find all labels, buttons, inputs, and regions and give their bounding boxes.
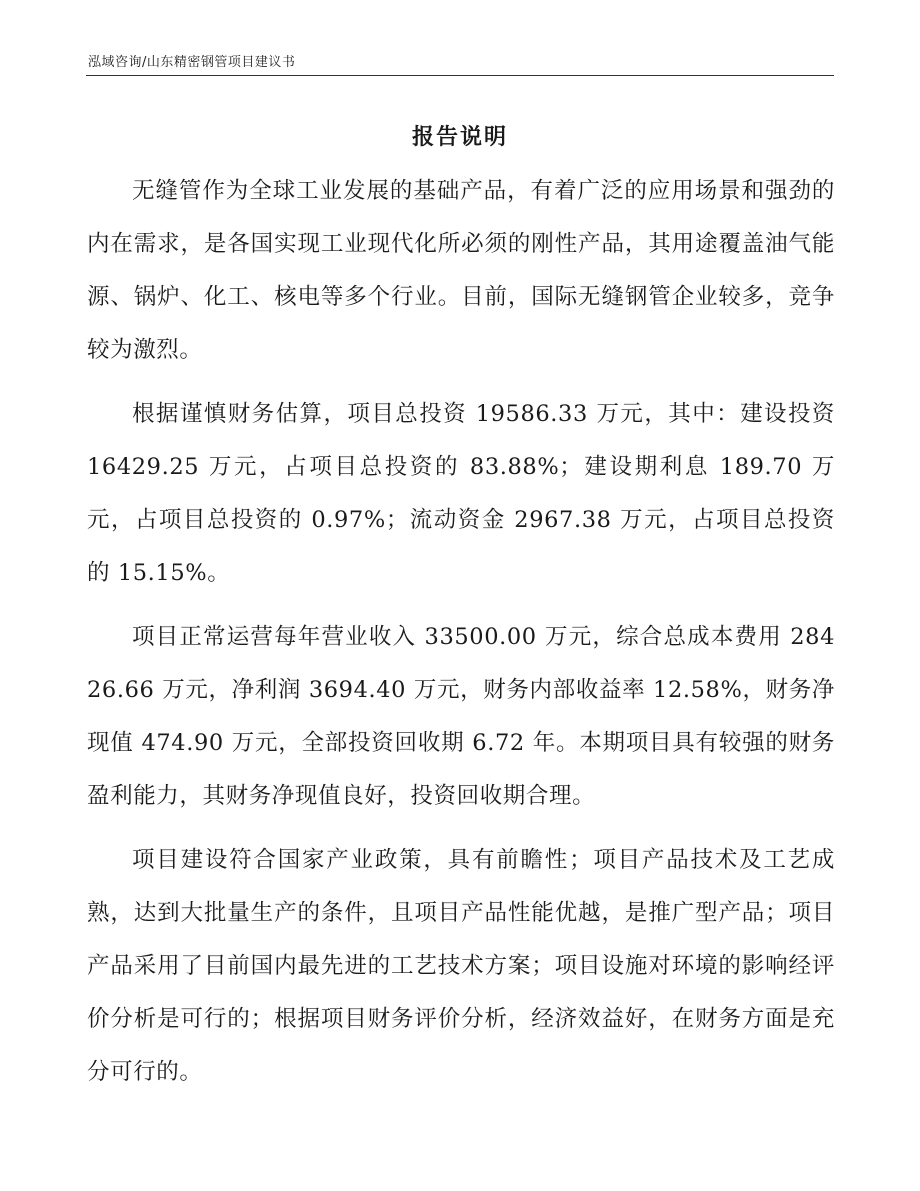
page-title: 报告说明 (411, 125, 508, 150)
document-body (87, 165, 835, 1110)
paragraph-financials: 项目正常运营每年营业收入 33500.00 万元，综合总成本费用 28426.66 万元，净利润 3694.40 万元，财务内部收益率 12.58%，财务净现值 474.90 万元，全部投资回收期 6.72 年。本期项目具有较强的财务盈利能力，其财务净现值良好，投资回收期合理。 (87, 624, 835, 809)
paragraph-intro: 无缝管作为全球工业发展的基础产品，有着广泛的应用场景和强劲的内在需求，是各国实现工业现代化所必须的刚性产品，其用途覆盖油气能源、锅炉、化工、核电等多个行业。目前，国际无缝钢管企业较多，竞争较为激烈。 (87, 178, 835, 363)
header-divider (86, 75, 834, 76)
paragraph-investment: 根据谨慎财务估算，项目总投资 19586.33 万元，其中：建设投资 16429.25 万元，占项目总投资的 83.88%；建设期利息 189.70 万元，占项目总投资的 0.97%；流动资金 2967.38 万元，占项目总投资的 15.15%。 (87, 401, 835, 586)
paragraph-conclusion: 项目建设符合国家产业政策，具有前瞻性；项目产品技术及工艺成熟，达到大批量生产的条件，且项目产品性能优越，是推广型产品；项目产品采用了目前国内最先进的工艺技术方案；项目设施对环境的影响经评价分析是可行的；根据项目财务评价分析，经济效益好，在财务方面是充分可行的。 (87, 847, 835, 1085)
running-header: 泓域咨询/山东精密钢管项目建议书 (88, 55, 296, 70)
